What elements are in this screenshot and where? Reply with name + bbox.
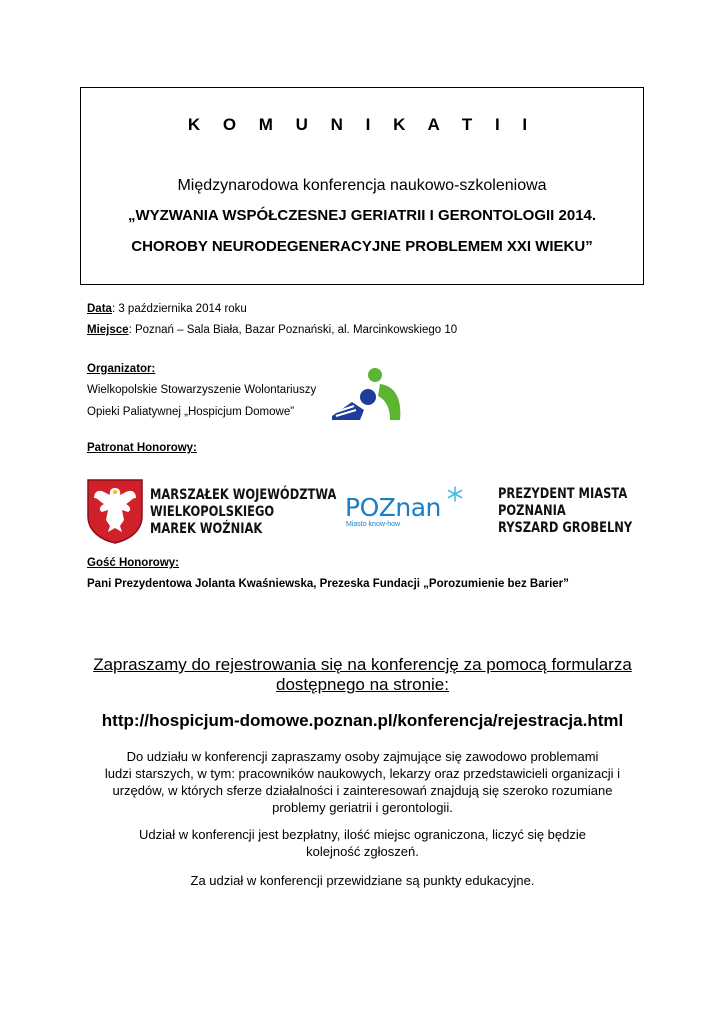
marshal-line3: MAREK WOŹNIAK bbox=[150, 521, 263, 537]
poznan-star-icon bbox=[447, 486, 463, 502]
poznan-tagline: Miasto know-how bbox=[346, 521, 401, 528]
paragraph-1-line2: ludzi starszych, w tym: pracowników naukowych, lekarzy oraz przedstawicieli organizacji i bbox=[104, 766, 621, 781]
komunikat-heading: K O M U N I K A T I I bbox=[187, 115, 537, 134]
marshal-text bbox=[150, 487, 336, 538]
paragraph-1-line4: problemy geriatrii i gerontologii. bbox=[272, 800, 453, 815]
guest-text: Pani Prezydentowa Jolanta Kwaśniewska, Prezeska Fundacji „Porozumienie bez Barier” bbox=[87, 578, 569, 590]
poznan-logo: POZnan bbox=[345, 493, 441, 522]
president-line1: PREZYDENT MIASTA bbox=[498, 486, 628, 502]
registration-line1: Zapraszamy do rejestrowania się na konferencję za pomocą formularza bbox=[93, 655, 632, 674]
paragraph-1 bbox=[80, 748, 645, 816]
president-text bbox=[498, 486, 632, 537]
date-line bbox=[87, 303, 247, 315]
organizer-label: Organizator: bbox=[87, 363, 156, 375]
place-line bbox=[87, 324, 457, 336]
patronage-label: Patronat Honorowy: bbox=[87, 442, 197, 454]
conference-title-line2: CHOROBY NEURODEGENERACYJNE PROBLEMEM XXI WIEKU” bbox=[131, 238, 593, 255]
paragraph-3: Za udział w konferencji przewidziane są punkty edukacyjne. bbox=[190, 873, 535, 888]
organizer-line2: Opieki Paliatywnej „Hospicjum Domowe” bbox=[87, 406, 295, 418]
paragraph-1-line3: urzędów, w których sferze działalności i zainteresowań znajdują się szeroko rozumiane bbox=[112, 783, 613, 798]
guest-label: Gość Honorowy: bbox=[87, 557, 180, 569]
president-line2: POZNANIA bbox=[498, 503, 566, 519]
date-label: Data bbox=[87, 303, 112, 315]
hospice-logo-icon bbox=[330, 366, 404, 422]
place-label: Miejsce bbox=[87, 324, 129, 336]
paragraph-1-line1: Do udziału w konferencji zapraszamy osoby zajmujące się zawodowo problemami bbox=[126, 749, 599, 764]
place-value: : Poznań – Sala Biała, Bazar Poznański, al. Marcinkowskiego 10 bbox=[128, 324, 458, 336]
conference-subtitle: Międzynarodowa konferencja naukowo-szkoleniowa bbox=[177, 177, 547, 194]
conference-title-line1: „WYZWANIA WSPÓŁCZESNEJ GERIATRII I GERONTOLOGII 2014. bbox=[127, 207, 597, 224]
eagle-coat-of-arms-icon bbox=[86, 478, 144, 544]
registration-line2: dostępnego na stronie: bbox=[276, 675, 449, 694]
organizer-line1: Wielkopolskie Stowarzyszenie Wolontariuszy bbox=[87, 384, 317, 396]
paragraph-2-line1: Udział w konferencji jest bezpłatny, ilość miejsc ograniczona, liczyć się będzie bbox=[138, 827, 586, 842]
date-value: : 3 października 2014 roku bbox=[111, 303, 247, 315]
paragraph-2-line2: kolejność zgłoszeń. bbox=[306, 844, 419, 859]
marshal-line2: WIELKOPOLSKIEGO bbox=[150, 504, 275, 520]
president-line3: RYSZARD GROBELNY bbox=[498, 520, 633, 536]
registration-url[interactable]: http://hospicjum-domowe.poznan.pl/konferencja/rejestracja.html bbox=[101, 711, 624, 730]
marshal-line1: MARSZAŁEK WOJEWÓDZTWA bbox=[150, 487, 337, 503]
paragraph-2 bbox=[80, 826, 645, 860]
